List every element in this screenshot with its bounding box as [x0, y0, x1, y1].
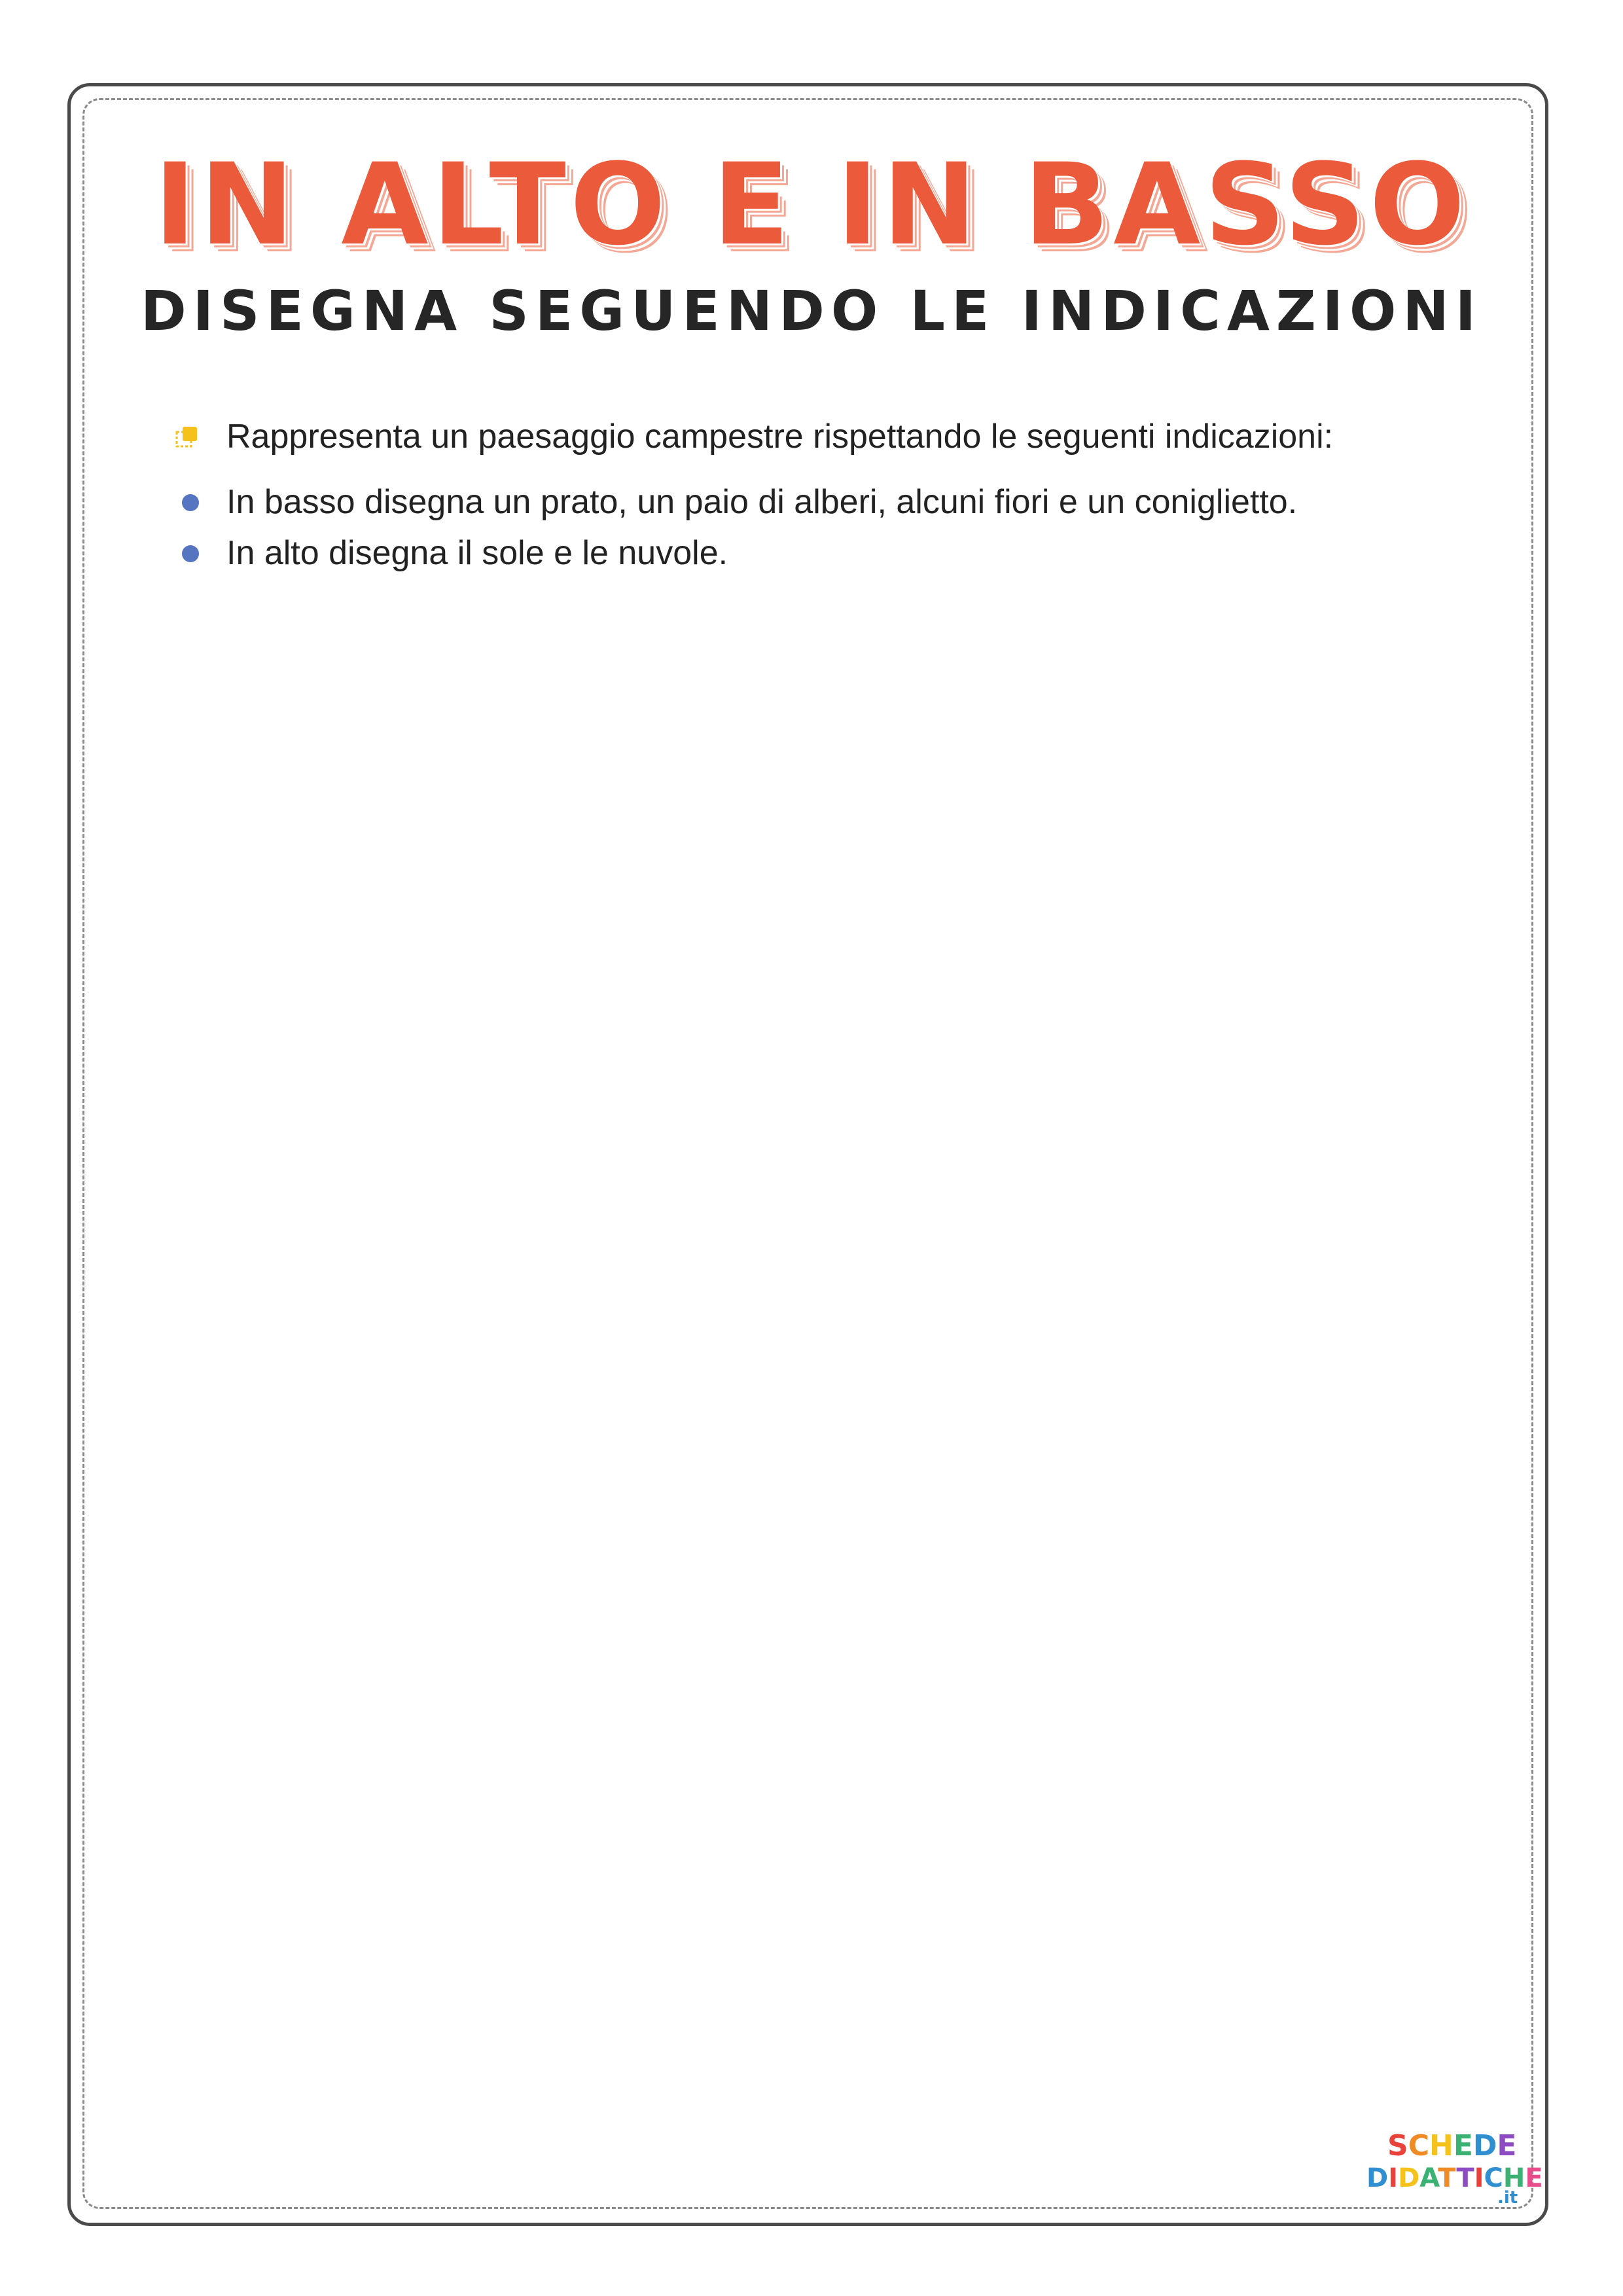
dot-icon	[182, 545, 199, 562]
logo-line2: DIDATTICHE	[1366, 2163, 1543, 2193]
page-title: IN ALTO E IN BASSO	[154, 139, 1469, 270]
list-item	[171, 476, 1480, 528]
logo-line1: SCHEDE	[1387, 2129, 1517, 2162]
instructions-list	[171, 411, 1480, 579]
list-item	[171, 528, 1480, 579]
dot-icon	[182, 494, 199, 511]
list-item-text: In alto disegna il sole e le nuvole.	[226, 534, 728, 572]
intro-text: Rappresenta un paesaggio campestre rispettando le seguenti indicazioni:	[226, 418, 1334, 456]
schede-didattiche-logo	[1361, 2124, 1543, 2208]
list-item-text: In basso disegna un prato, un paio di alberi, alcuni fiori e un coniglietto.	[226, 483, 1298, 521]
instructions-intro	[171, 411, 1480, 462]
page-subtitle: DISEGNA SEGUENDO LE INDICAZIONI	[141, 279, 1482, 343]
logo-suffix: .it	[1497, 2188, 1518, 2208]
square-icon	[174, 424, 200, 450]
